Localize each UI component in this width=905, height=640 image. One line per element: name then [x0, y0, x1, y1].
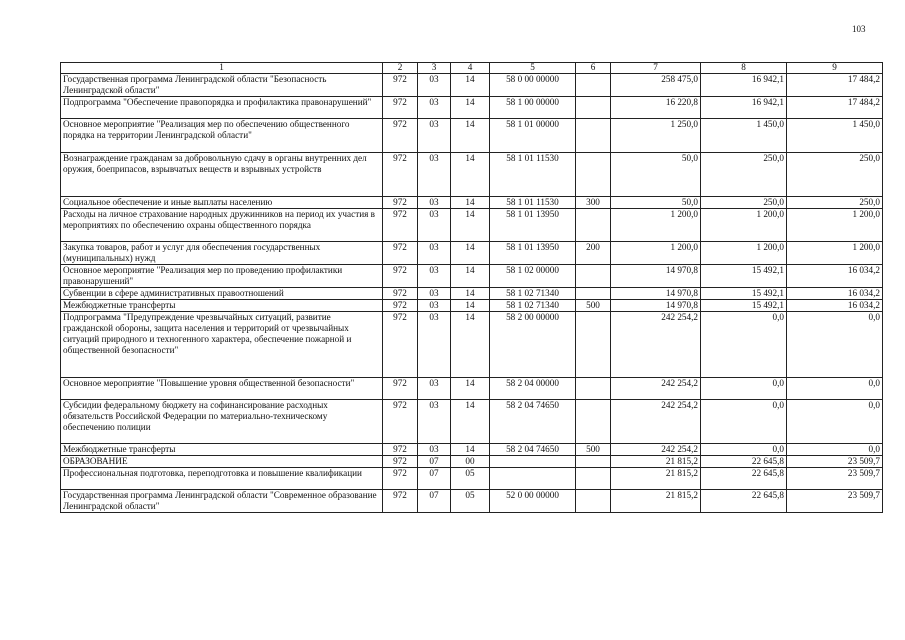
row-cell-col8: 0,0 — [701, 444, 787, 456]
row-name-cell: Профессиональная подготовка, переподготовка и повышение квалификации — [61, 468, 383, 490]
row-cell-col2: 972 — [383, 119, 418, 153]
row-cell-col6: 500 — [576, 300, 611, 312]
row-cell-col5: 58 0 00 00000 — [490, 74, 576, 97]
table-body — [61, 74, 883, 513]
row-cell-col3: 03 — [418, 119, 451, 153]
row-cell-col4: 14 — [451, 265, 490, 288]
row-cell-col6 — [576, 490, 611, 513]
row-cell-col9: 16 034,2 — [787, 300, 883, 312]
row-cell-col6 — [576, 468, 611, 490]
row-cell-col4: 14 — [451, 378, 490, 400]
row-cell-col7: 21 815,2 — [611, 490, 701, 513]
row-cell-col7: 14 970,8 — [611, 300, 701, 312]
row-cell-col2: 972 — [383, 444, 418, 456]
row-cell-col7: 50,0 — [611, 197, 701, 209]
budget-table — [60, 62, 883, 513]
row-cell-col7: 50,0 — [611, 153, 701, 197]
table-row — [61, 197, 883, 209]
row-cell-col9: 250,0 — [787, 197, 883, 209]
row-cell-col2: 972 — [383, 288, 418, 300]
row-name-cell: Межбюджетные трансферты — [61, 444, 383, 456]
row-cell-col8: 1 450,0 — [701, 119, 787, 153]
row-cell-col3: 03 — [418, 400, 451, 444]
row-name-cell: Основное мероприятие "Реализация мер по проведению профилактики правонарушений" — [61, 265, 383, 288]
row-cell-col6 — [576, 153, 611, 197]
table-row — [61, 400, 883, 444]
row-name-cell: Закупка товаров, работ и услуг для обеспечения государственных (муниципальных) нужд — [61, 242, 383, 265]
table-row — [61, 456, 883, 468]
row-cell-col8: 1 200,0 — [701, 242, 787, 265]
column-header-2: 2 — [383, 63, 418, 74]
row-cell-col5: 58 2 04 74650 — [490, 444, 576, 456]
row-cell-col4: 14 — [451, 288, 490, 300]
row-cell-col2: 972 — [383, 300, 418, 312]
row-name-cell: Подпрограмма "Обеспечение правопорядка и профилактика правонарушений" — [61, 97, 383, 119]
row-cell-col6 — [576, 119, 611, 153]
row-cell-col6 — [576, 97, 611, 119]
row-cell-col4: 14 — [451, 444, 490, 456]
table-row — [61, 490, 883, 513]
row-cell-col4: 14 — [451, 400, 490, 444]
row-cell-col4: 14 — [451, 312, 490, 378]
row-cell-col2: 972 — [383, 265, 418, 288]
column-header-8: 8 — [701, 63, 787, 74]
row-cell-col2: 972 — [383, 197, 418, 209]
row-cell-col3: 03 — [418, 288, 451, 300]
table-row — [61, 468, 883, 490]
row-cell-col5: 58 1 01 11530 — [490, 153, 576, 197]
row-cell-col4: 14 — [451, 209, 490, 242]
row-cell-col3: 03 — [418, 209, 451, 242]
row-cell-col7: 1 250,0 — [611, 119, 701, 153]
row-cell-col9: 17 484,2 — [787, 97, 883, 119]
row-cell-col2: 972 — [383, 209, 418, 242]
row-cell-col5 — [490, 456, 576, 468]
row-cell-col7: 16 220,8 — [611, 97, 701, 119]
row-cell-col3: 03 — [418, 378, 451, 400]
row-cell-col8: 0,0 — [701, 378, 787, 400]
row-cell-col4: 14 — [451, 153, 490, 197]
row-name-cell: ОБРАЗОВАНИЕ — [61, 456, 383, 468]
row-cell-col2: 972 — [383, 242, 418, 265]
row-cell-col3: 07 — [418, 490, 451, 513]
row-cell-col8: 1 200,0 — [701, 209, 787, 242]
row-cell-col9: 0,0 — [787, 378, 883, 400]
row-cell-col4: 14 — [451, 119, 490, 153]
row-cell-col5: 58 1 01 11530 — [490, 197, 576, 209]
row-cell-col9: 16 034,2 — [787, 265, 883, 288]
row-cell-col7: 14 970,8 — [611, 288, 701, 300]
row-cell-col6 — [576, 209, 611, 242]
table-row — [61, 242, 883, 265]
row-name-cell: Основное мероприятие "Повышение уровня общественной безопасности" — [61, 378, 383, 400]
row-cell-col8: 22 645,8 — [701, 490, 787, 513]
row-cell-col2: 972 — [383, 490, 418, 513]
row-cell-col6: 500 — [576, 444, 611, 456]
row-cell-col5: 58 1 02 00000 — [490, 265, 576, 288]
row-cell-col9: 16 034,2 — [787, 288, 883, 300]
row-name-cell: Вознаграждение гражданам за добровольную сдачу в органы внутренних дел оружия, боеприпасов, взрывчатых веществ и взрывных устройств — [61, 153, 383, 197]
row-cell-col8: 0,0 — [701, 400, 787, 444]
row-cell-col9: 0,0 — [787, 312, 883, 378]
row-cell-col9: 0,0 — [787, 444, 883, 456]
row-cell-col4: 14 — [451, 242, 490, 265]
row-cell-col3: 03 — [418, 265, 451, 288]
row-name-cell: Субсидии федеральному бюджету на софинансирование расходных обязательств Российской Федерации по материально-техническому обеспечению полиции — [61, 400, 383, 444]
table-row — [61, 300, 883, 312]
table-row — [61, 265, 883, 288]
row-cell-col9: 23 509,7 — [787, 468, 883, 490]
row-cell-col3: 03 — [418, 197, 451, 209]
row-cell-col3: 03 — [418, 74, 451, 97]
row-cell-col6: 200 — [576, 242, 611, 265]
row-cell-col2: 972 — [383, 97, 418, 119]
table-row — [61, 119, 883, 153]
row-cell-col9: 1 200,0 — [787, 242, 883, 265]
row-cell-col5: 58 1 02 71340 — [490, 288, 576, 300]
row-cell-col3: 03 — [418, 242, 451, 265]
column-header-5: 5 — [490, 63, 576, 74]
row-cell-col3: 07 — [418, 456, 451, 468]
row-cell-col6 — [576, 456, 611, 468]
column-header-4: 4 — [451, 63, 490, 74]
row-cell-col7: 242 254,2 — [611, 400, 701, 444]
table-row — [61, 97, 883, 119]
row-cell-col3: 03 — [418, 300, 451, 312]
row-cell-col6: 300 — [576, 197, 611, 209]
row-cell-col6 — [576, 265, 611, 288]
row-cell-col5: 52 0 00 00000 — [490, 490, 576, 513]
row-name-cell: Расходы на личное страхование народных дружинников на период их участия в мероприятиях по обеспечению охраны общественного порядка — [61, 209, 383, 242]
row-cell-col4: 14 — [451, 74, 490, 97]
row-name-cell: Подпрограмма "Предупреждение чрезвычайных ситуаций, развитие гражданской обороны, защита населения и территорий от чрезвычайных ситуаций природного и техногенного характера, обеспечение пожарной и общественной безопасности" — [61, 312, 383, 378]
row-cell-col4: 05 — [451, 468, 490, 490]
column-header-3: 3 — [418, 63, 451, 74]
column-header-7: 7 — [611, 63, 701, 74]
row-cell-col2: 972 — [383, 153, 418, 197]
row-name-cell: Субвенции в сфере административных правоотношений — [61, 288, 383, 300]
row-cell-col3: 07 — [418, 468, 451, 490]
row-cell-col3: 03 — [418, 312, 451, 378]
row-cell-col8: 15 492,1 — [701, 288, 787, 300]
page-number: 103 — [852, 24, 866, 34]
row-cell-col6 — [576, 74, 611, 97]
table-row — [61, 288, 883, 300]
row-cell-col9: 250,0 — [787, 153, 883, 197]
row-cell-col5: 58 1 00 00000 — [490, 97, 576, 119]
row-cell-col2: 972 — [383, 400, 418, 444]
row-cell-col8: 250,0 — [701, 197, 787, 209]
column-header-1: 1 — [61, 63, 383, 74]
row-cell-col5: 58 1 01 00000 — [490, 119, 576, 153]
row-cell-col7: 242 254,2 — [611, 444, 701, 456]
row-cell-col7: 258 475,0 — [611, 74, 701, 97]
row-cell-col8: 16 942,1 — [701, 74, 787, 97]
row-cell-col5: 58 2 00 00000 — [490, 312, 576, 378]
row-cell-col3: 03 — [418, 153, 451, 197]
row-cell-col6 — [576, 378, 611, 400]
row-cell-col4: 14 — [451, 197, 490, 209]
table-row — [61, 444, 883, 456]
row-cell-col4: 14 — [451, 97, 490, 119]
row-cell-col7: 14 970,8 — [611, 265, 701, 288]
row-cell-col5 — [490, 468, 576, 490]
row-cell-col4: 05 — [451, 490, 490, 513]
row-name-cell: Социальное обеспечение и иные выплаты населению — [61, 197, 383, 209]
row-cell-col7: 21 815,2 — [611, 456, 701, 468]
row-cell-col4: 00 — [451, 456, 490, 468]
header-row — [61, 63, 883, 74]
row-cell-col9: 1 450,0 — [787, 119, 883, 153]
row-cell-col3: 03 — [418, 444, 451, 456]
row-cell-col5: 58 1 01 13950 — [490, 209, 576, 242]
column-header-6: 6 — [576, 63, 611, 74]
table-row — [61, 312, 883, 378]
row-cell-col5: 58 2 04 74650 — [490, 400, 576, 444]
row-cell-col2: 972 — [383, 468, 418, 490]
row-cell-col2: 972 — [383, 378, 418, 400]
row-cell-col9: 0,0 — [787, 400, 883, 444]
row-name-cell: Основное мероприятие "Реализация мер по обеспечению общественного порядка на территории Ленинградской области" — [61, 119, 383, 153]
row-cell-col9: 1 200,0 — [787, 209, 883, 242]
row-cell-col8: 15 492,1 — [701, 300, 787, 312]
table-row — [61, 209, 883, 242]
row-cell-col6 — [576, 312, 611, 378]
table-row — [61, 74, 883, 97]
table-row — [61, 378, 883, 400]
row-cell-col7: 21 815,2 — [611, 468, 701, 490]
row-cell-col7: 242 254,2 — [611, 378, 701, 400]
row-cell-col6 — [576, 288, 611, 300]
row-name-cell: Межбюджетные трансферты — [61, 300, 383, 312]
row-cell-col7: 1 200,0 — [611, 242, 701, 265]
row-cell-col5: 58 2 04 00000 — [490, 378, 576, 400]
row-cell-col9: 23 509,7 — [787, 490, 883, 513]
row-cell-col4: 14 — [451, 300, 490, 312]
row-cell-col8: 250,0 — [701, 153, 787, 197]
row-cell-col9: 23 509,7 — [787, 456, 883, 468]
row-cell-col9: 17 484,2 — [787, 74, 883, 97]
row-cell-col3: 03 — [418, 97, 451, 119]
row-cell-col2: 972 — [383, 456, 418, 468]
row-cell-col8: 16 942,1 — [701, 97, 787, 119]
row-cell-col5: 58 1 01 13950 — [490, 242, 576, 265]
row-cell-col2: 972 — [383, 74, 418, 97]
row-name-cell: Государственная программа Ленинградской области "Безопасность Ленинградской области" — [61, 74, 383, 97]
row-cell-col8: 15 492,1 — [701, 265, 787, 288]
row-cell-col8: 0,0 — [701, 312, 787, 378]
table-row — [61, 153, 883, 197]
row-cell-col6 — [576, 400, 611, 444]
row-cell-col8: 22 645,8 — [701, 456, 787, 468]
row-cell-col7: 242 254,2 — [611, 312, 701, 378]
row-cell-col5: 58 1 02 71340 — [490, 300, 576, 312]
row-cell-col7: 1 200,0 — [611, 209, 701, 242]
row-cell-col2: 972 — [383, 312, 418, 378]
row-name-cell: Государственная программа Ленинградской области "Современное образование Ленинградской области" — [61, 490, 383, 513]
column-header-9: 9 — [787, 63, 883, 74]
row-cell-col8: 22 645,8 — [701, 468, 787, 490]
